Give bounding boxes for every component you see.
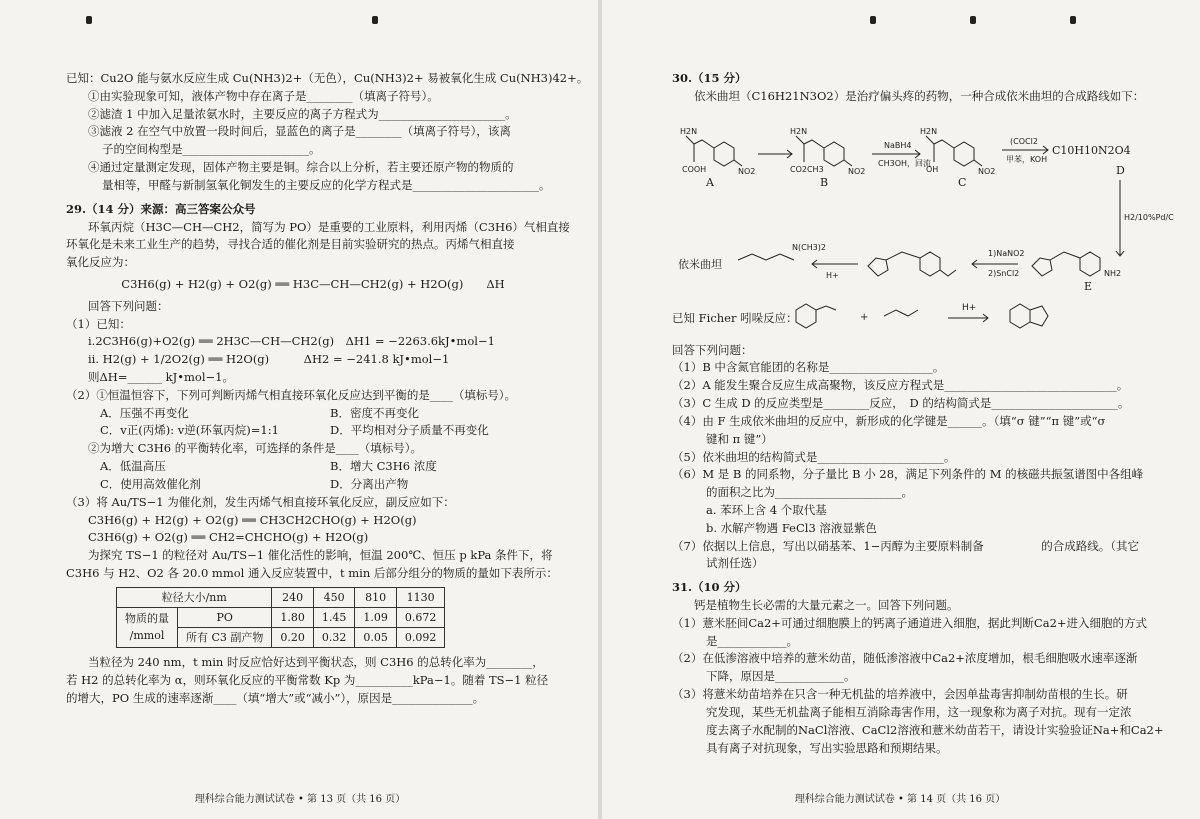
part1-heading: （1）已知： <box>66 316 131 331</box>
q31-items <box>672 615 1162 758</box>
known-intro: 已知：Cu2O 能与氨水反应生成 Cu(NH3)2+（无色），Cu(NH3)2+ 易被氧化生成 Cu(NH3)42+。 <box>66 71 589 85</box>
scan-mark <box>372 16 378 24</box>
chain-c <box>926 136 954 148</box>
option: D．平均相对分子质量不再变化 <box>330 423 489 438</box>
table-header: 1130 <box>396 587 445 607</box>
part3-heading: （3）将 Au/TS−1 为催化剂，发生丙烯气相直接环氧化反应，副反应如下： <box>66 494 455 509</box>
final-product-name: 依米曲坦 <box>678 257 722 271</box>
q31-item: 具有离子对抗现象，写出实验思路和预期结果。 <box>706 740 948 755</box>
bond-c-no2 <box>974 160 982 166</box>
compound-a-label: A <box>706 175 714 189</box>
q30-items <box>672 359 1162 573</box>
option: A．低温高压 <box>100 459 166 474</box>
reagent-bc-2: CH3OH，回流 <box>878 158 932 168</box>
table-cell: 1.80 <box>272 607 314 627</box>
benzene-ring-c <box>954 142 974 166</box>
q30-item: （1）B 中含氮官能团的名称是__________________。 <box>672 360 945 375</box>
hydrazine-f <box>940 270 956 276</box>
reagent-e-2: 2)SnCl2 <box>988 268 1020 278</box>
option: B．增大 C3H6 浓度 <box>330 459 437 474</box>
answer-prompt: 回答下列问题： <box>672 342 753 357</box>
table-cell: PO <box>178 607 272 627</box>
label-no2-a: NO2 <box>738 166 756 176</box>
phenylhydrazine-ring <box>796 304 816 328</box>
q29-heading: 29.（14 分）来源：高三答案公众号 <box>66 201 256 216</box>
q28-items <box>66 88 560 195</box>
scan-mark <box>970 16 976 24</box>
particle-size-table <box>116 587 445 648</box>
option: C．v正(丙烯): v逆(环氧丙烷)=1:1 <box>100 423 279 438</box>
part3-text: 为探究 TS−1 的粒径对 Au/TS−1 催化活性的影响，恒温 200℃、恒压 p kPa 条件下，将 <box>88 548 553 563</box>
oxazolidinone-f <box>868 258 888 276</box>
table-header: 粒径大小/nm <box>117 587 272 607</box>
oxazolidinone-e <box>1032 258 1052 276</box>
q28-item: ④通过定量测定发现，固体产物主要是铜。综合以上分析，若主要还原产物的物质的 <box>88 160 514 175</box>
fischer-plus: + <box>860 311 869 323</box>
q30-item: （7）依据以上信息，写出以硝基苯、1−丙醇为主要原料制备 的合成路线。（其它 <box>672 538 1140 553</box>
table-cell: 1.45 <box>313 607 355 627</box>
part2-heading: （2）①恒温恒容下，下列可判断丙烯气相直接环氧化反应达到平衡的是____（填标号）。 <box>66 387 517 402</box>
label-no2-b: NO2 <box>848 166 866 176</box>
table-row <box>117 607 445 627</box>
synthesis-scheme <box>672 110 1174 293</box>
table-cell: 所有 C3 副产物 <box>178 627 272 647</box>
q28-item: ①由实验现象可知，液体产物中存在离子是________（填离子符号）。 <box>88 88 439 103</box>
part1-eq-ii: ⅱ. H2(g) + 1/2O2(g) ══ H2O(g) ΔH2 = −241.8 kJ•mol−1 <box>88 352 450 367</box>
q31-item: （1）薏米胚间Ca2+可通过细胞膜上的钙离子通道进入细胞，据此判断Ca2+进入细胞的方式 <box>672 615 1148 630</box>
page-footer: 理科综合能力测试试卷 • 第 13 页（共 16 页） <box>194 793 406 805</box>
chain-a <box>686 136 714 148</box>
fischer-acid: H+ <box>962 302 977 313</box>
q30-item: （3）C 生成 D 的反应类型是________反应， D 的结构简式是______________________。 <box>672 396 1130 411</box>
q30-item: （4）由 F 生成依米曲坦的反应中，新形成的化学键是______。（填“σ 键”“π 键”或“σ <box>672 413 1106 428</box>
part2-options-1 <box>66 405 560 441</box>
answer-prompt: 回答下列问题： <box>88 298 169 313</box>
fischer-scheme <box>788 296 1128 342</box>
q28-item: ②滤渣 1 中加入足量浓氨水时，主要反应的离子方程式为______________________。 <box>88 106 517 121</box>
q30-item: （2）A 能发生聚合反应生成高聚物，该反应方程式是______________________________。 <box>672 378 1129 393</box>
q29-intro-line: 环氧化是未来工业生产的趋势，寻找合适的催化剂是目前实验研究的热点。丙烯气相直接 <box>66 237 515 252</box>
indole-pyrrole <box>1030 306 1048 326</box>
part1-eq-i: ⅰ.2C3H6(g)+O2(g) ══ 2H3C—CH—CH2(g) ΔH1 = −2263.6kJ•mol−1 <box>88 334 495 349</box>
part3-text: C3H6 与 H2、O2 各 20.0 mmol 通入反应装置中，t min 后部分组分的物质的量如下表所示： <box>66 565 558 580</box>
page-footer: 理科综合能力测试试卷 • 第 14 页（共 16 页） <box>794 793 1006 805</box>
compound-c-label: C <box>958 175 967 189</box>
q31-item: 是____________。 <box>706 633 798 648</box>
reagent-cd-2: 甲苯，KOH <box>1006 154 1048 164</box>
q31-heading: 31.（10 分） <box>672 580 747 595</box>
label-nh2-e: NH2 <box>1104 268 1122 278</box>
option: C．使用高效催化剂 <box>100 476 201 491</box>
synthesis-route-diagram <box>672 110 1174 293</box>
compound-b-label: B <box>820 175 829 189</box>
q30-item: （6）M 是 B 的同系物，分子量比 B 小 28，满足下列条件的 M 的核磁共振氢谱图中各组峰 <box>672 467 1144 482</box>
benzene-ring-f <box>920 252 940 276</box>
scan-mark <box>870 16 876 24</box>
q28-item: 子的空间构型是______________________。 <box>102 142 321 157</box>
option: B．密度不再变化 <box>330 405 419 420</box>
bond-a-no2 <box>734 160 742 166</box>
label-cooch3-b: CO2CH3 <box>790 164 824 174</box>
label-cooh-a: COOH <box>682 164 707 174</box>
benzene-ring-a <box>714 142 734 166</box>
part3-eq1: C3H6(g) + H2(g) + O2(g) ══ CH3CH2CHO(g) + H2O(g) <box>88 512 417 527</box>
part2-q2: ②为增大 C3H6 的平衡转化率，可选择的条件是____（填标号）。 <box>88 441 423 456</box>
scan-mark <box>86 16 92 24</box>
reagent-e-1: 1)NaNO2 <box>988 248 1025 258</box>
table-cell: 0.092 <box>396 627 445 647</box>
q28-item: 量相等，甲醛与新制氢氧化铜发生的主要反应的化学方程式是______________________。 <box>102 177 551 192</box>
label-h2n-b: H2N <box>790 126 808 136</box>
row-group-unit: /mmol <box>129 629 165 643</box>
chain-final <box>738 254 794 260</box>
table-header: 240 <box>272 587 314 607</box>
fischer-reaction <box>672 296 1162 342</box>
row-group-label <box>117 607 178 647</box>
label-h2n-a: H2N <box>680 126 698 136</box>
product-formula: C10H10N2O4 <box>1052 143 1131 157</box>
label-h2n-c: H2N <box>920 126 938 136</box>
q30-item: 试剂任选） <box>706 556 764 571</box>
table-cell: 0.672 <box>396 607 445 627</box>
table-row <box>117 587 445 607</box>
benzene-ring-b <box>824 142 844 166</box>
q30-intro: 依米曲坦（C16H21N3O2）是治疗偏头疼的药物，一种合成依米曲坦的合成路线如下： <box>694 88 1145 103</box>
q30-item: b. 水解产物遇 FeCl3 溶液显紫色 <box>706 520 877 535</box>
hydrazine-chain <box>816 306 836 310</box>
q30-item: 键和 π 键”） <box>706 431 773 446</box>
ketone-chain <box>884 310 918 316</box>
main-equation: C3H6(g) + H2(g) + O2(g) ══ H3C—CH—CH2(g) + H2O(g) ΔH <box>121 276 505 291</box>
part2-options-2 <box>66 458 560 494</box>
table-header: 810 <box>355 587 397 607</box>
table-header: 450 <box>313 587 355 607</box>
q30-item: a. 苯环上含 4 个取代基 <box>706 502 827 517</box>
part3-eq2: C3H6(g) + O2(g) ══ CH2=CHCHO(g) + H2O(g) <box>88 530 369 545</box>
scan-mark <box>1070 16 1076 24</box>
indole-benzene <box>1010 304 1030 328</box>
label-no2-c: NO2 <box>978 166 996 176</box>
table-cell: 1.09 <box>355 607 397 627</box>
option: D．分离出产物 <box>330 476 409 491</box>
q31-item: （2）在低渗溶液中培养的薏米幼苗，随低渗溶液中Ca2+浓度增加，根毛细胞吸水速率逐渐 <box>672 651 1138 666</box>
chain-f <box>886 252 920 260</box>
q31-intro: 钙是植物生长必需的大量元素之一。回答下列问题。 <box>694 598 959 612</box>
q30-item: （5）依米曲坦的结构简式是______________________。 <box>672 449 956 464</box>
row-group-name: 物质的量 <box>125 612 169 626</box>
part1-ask: 则ΔH=______ kJ•mol−1。 <box>88 370 234 384</box>
table-cell: 0.05 <box>355 627 397 647</box>
chain-b <box>796 136 824 148</box>
compound-e-label: E <box>1084 279 1093 293</box>
table-cell: 0.32 <box>313 627 355 647</box>
label-oh-c: OH <box>926 164 939 174</box>
right-page <box>600 0 1200 819</box>
q31-item: 究发现，某些无机盐离子能相互消除毒害作用，这一现象称为离子对抗。现有一定浓 <box>706 704 1132 719</box>
option: A．压强不再变化 <box>100 405 189 420</box>
part3-after: 当粒径为 240 nm，t min 时反应恰好达到平衡状态，则 C3H6 的总转化率为________， <box>88 654 544 669</box>
reagent-bc-1: NaBH4 <box>884 140 912 150</box>
q31-item: （3）将薏米幼苗培养在只含一种无机盐的培养液中，会因单盐毒害抑制幼苗根的生长。研 <box>672 687 1128 702</box>
compound-d-label: D <box>1116 163 1125 177</box>
q29-intro-line: 氧化反应为： <box>66 255 135 270</box>
q29-intro-line: 环氧丙烷（H3C—CH—CH2，简写为 PO）是重要的工业原料，利用丙烯（C3H6）气相直接 <box>88 219 570 234</box>
benzene-ring-e <box>1080 252 1100 276</box>
bond-b-no2 <box>844 160 852 166</box>
reagent-d: H2/10%Pd/C <box>1124 212 1174 222</box>
q30-item: 的面积之比为______________________。 <box>706 485 913 500</box>
part3-after: 若 H2 的总转化率为 α，则环氧化反应的平衡常数 Kp 为__________kPa−1。随着 TS−1 粒径 <box>66 672 549 687</box>
part3-after: 的增大，PO 生成的速率逐渐____（填“增大”或“减小”），原因是______________。 <box>66 690 485 705</box>
q28-item: ③滤液 2 在空气中放置一段时间后，显蓝色的离子是________（填离子符号），该离 <box>88 124 511 139</box>
table-cell: 0.20 <box>272 627 314 647</box>
fischer-label: 已知 Ficher 吲哚反应： <box>672 310 798 325</box>
label-acid: H+ <box>826 270 839 280</box>
q30-heading: 30.（15 分） <box>672 71 747 85</box>
reagent-cd-1: (COCl2 <box>1010 136 1038 146</box>
label-nme2: N(CH3)2 <box>792 242 827 252</box>
q31-item: 下降，原因是____________。 <box>706 669 856 684</box>
chain-e <box>1050 252 1080 260</box>
q31-item: 度去离子水配制的NaCl溶液、CaCl2溶液和薏米幼苗若干，请设计实验验证Na+和Ca2+ <box>706 722 1164 737</box>
